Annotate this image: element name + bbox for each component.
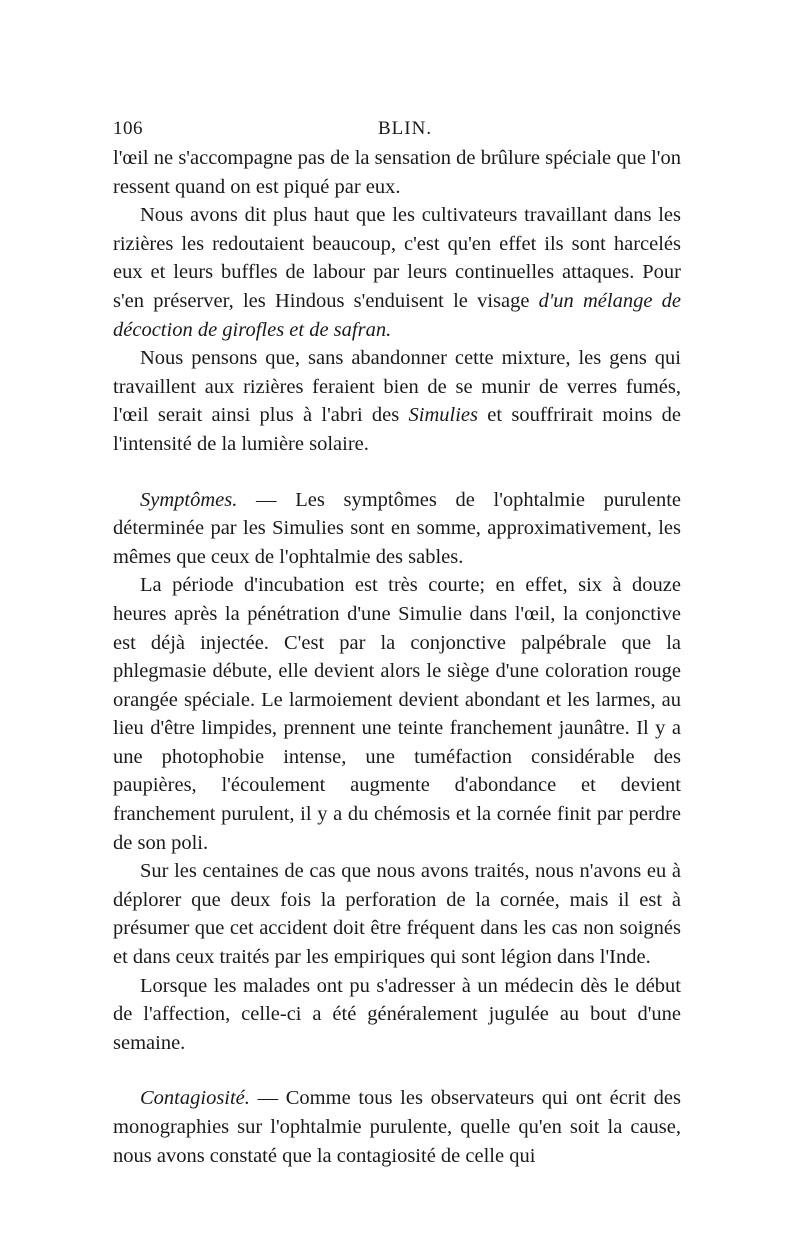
paragraph-text: — Comme tous les observateurs qui ont écrit des monographies sur l'ophtalmie purulente, quelle qu'en soit la cause, nous avons constaté que la contagiosité de celle qui	[113, 1087, 681, 1167]
paragraph-text: La période d'incubation est très courte; en effet, six à douze heures après la pénétration d'une Simulie dans l'œil, la conjonctive est déjà injectée. C'est par la conjonctive palpébrale que la phlegmasie débute, elle devient alors le siège d'une coloration rouge orangée spéciale. Le larmoiement devient abondant et les larmes, au lieu d'être limpides, prennent une teinte franchement jaunâtre. Il y a une photophobie intense, une tuméfaction considérable des paupières, l'écoulement augmente d'abondance et devient franchement purulent, il y a du chémosis et la cornée finit par perdre de son poli.	[113, 574, 681, 854]
paragraph-incubation	[113, 571, 681, 857]
paragraph-continuation	[113, 144, 681, 201]
section-gap	[113, 459, 681, 486]
section-contagiosite	[113, 1084, 681, 1170]
paragraph-text: Nous avons dit plus haut que les cultivateurs travaillant dans les rizières les redoutaient beaucoup, c'est qu'en effet ils sont harcelés eux et leurs buffles de labour par leurs continuelles attaques. Pour s'en préserver, les Hindous s'enduisent le visage	[113, 204, 681, 312]
section-gap	[113, 1057, 681, 1084]
paragraph-text: Nous pensons que, sans abandonner cette mixture, les gens qui travaillent aux rizières feraient bien de se munir de verres fumés, l'œil serait ainsi plus à l'abri des	[113, 347, 681, 427]
paragraph-text: l'œil ne s'accompagne pas de la sensation de brûlure spéciale que l'on ressent quand on est piqué par eux.	[113, 147, 681, 198]
paragraph-lorsque	[113, 972, 681, 1058]
section-symptomes	[113, 486, 681, 572]
paragraph-text: Lorsque les malades ont pu s'adresser à un médecin dès le début de l'affection, celle-ci a été généralement jugulée au bout d'une semaine.	[113, 974, 681, 1054]
paragraph-text: Sur les centaines de cas que nous avons traités, nous n'avons eu à déplorer que deux fois la perforation de la cornée, mais il est à présumer que cet accident doit être fréquent dans les cas non soignés et dans ceux traités par les empiriques qui sont légion dans l'Inde.	[113, 860, 681, 969]
paragraph-text: et souffrirait moins de l'intensité de la lumière solaire.	[113, 404, 681, 455]
running-head: BLIN.	[378, 118, 433, 139]
paragraph-rizieres	[113, 201, 681, 344]
paragraph-text: — Les symptômes de l'ophtalmie purulente déterminée par les Simulies sont en somme, approximativement, les mêmes que ceux de l'ophtalmie des sables.	[113, 488, 681, 568]
paragraph-centaines-cas	[113, 857, 681, 971]
italic-term: Simulies	[408, 404, 478, 427]
italic-phrase: d'un mélange de décoction de girofles et de safran.	[113, 289, 681, 341]
page-number: 106	[113, 118, 143, 139]
page-header	[113, 104, 681, 144]
paragraph-verres-fumes	[113, 344, 681, 458]
section-heading: Symptômes.	[140, 488, 238, 511]
section-heading: Contagiosité.	[140, 1087, 250, 1110]
book-page	[113, 104, 681, 1170]
